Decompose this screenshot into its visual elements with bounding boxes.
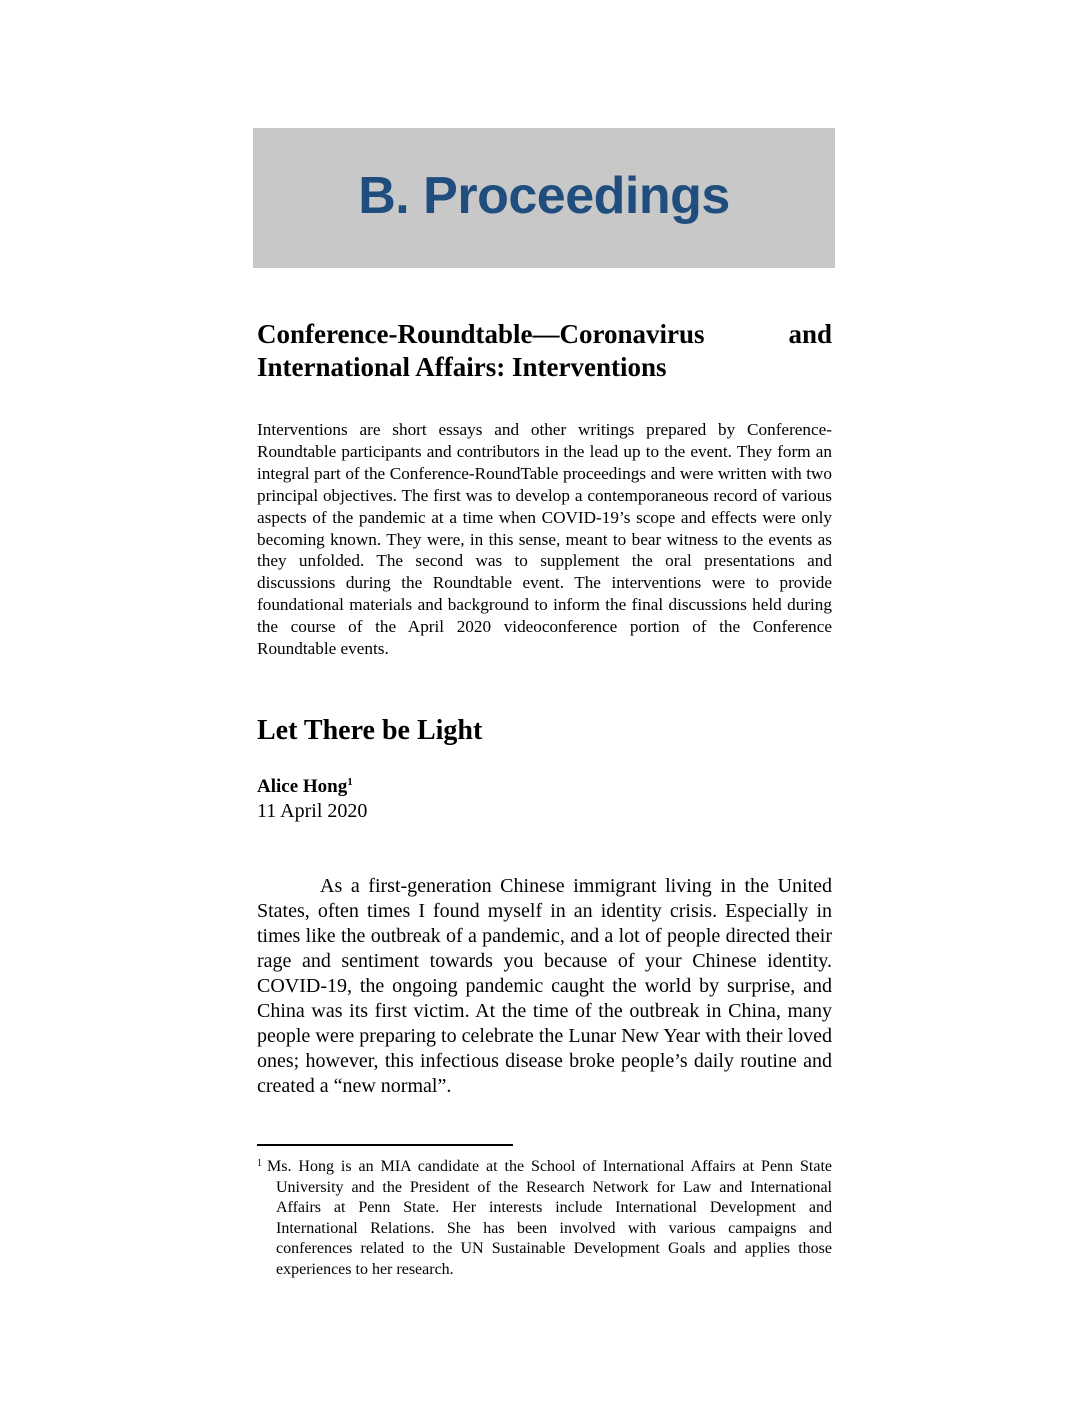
section-heading-line1-right: and: [788, 319, 832, 349]
article-date: 11 April 2020: [257, 800, 368, 822]
author-name: Alice Hong: [257, 776, 348, 797]
section-heading: [257, 318, 832, 384]
section-heading-line1-left: Conference-Roundtable—Coronavirus: [257, 319, 705, 349]
section-heading-line2: International Affairs: Interventions: [257, 352, 667, 382]
footnote-separator: [257, 1144, 513, 1146]
footnote: [257, 1157, 832, 1280]
section-heading-line1: [257, 318, 832, 351]
article-body-paragraph: As a first-generation Chinese immigrant living in the United States, often times I found myself in an identity crisis. Especially in times like the outbreak of a pandemic, and a lot of people directed their rage and sentiment towards you because of your Chinese identity. COVID-19, the ongoing pandemic caught the world by surprise, and China was its first victim. At the time of the outbreak in China, many people were preparing to celebrate the Lunar New Year with their loved ones; however, this infectious disease broke people’s daily routine and created a “new normal”.: [257, 875, 832, 1097]
section-banner: [253, 128, 835, 268]
banner-title: B. Proceedings: [358, 167, 730, 225]
article-title: Let There be Light: [257, 715, 483, 746]
intro-paragraph: Interventions are short essays and other writings prepared by Conference-Roundtable participants and contributors in the lead up to the event. They form an integral part of the Conference-RoundTable proceedings and were written with two principal objectives. The first was to develop a contemporaneous record of various aspects of the pandemic at a time when COVID-19’s scope and effects were only becoming known. They were, in this sense, meant to bear witness to the events as they unfolded. The second was to supplement the oral presentations and discussions during the Roundtable event. The interventions were to provide foundational materials and background to inform the final discussions held during the course of the April 2020 videoconference portion of the Conference Roundtable events.: [257, 420, 832, 659]
footnote-reference[interactable]: 1: [347, 776, 353, 788]
article-author: [257, 775, 353, 798]
footnote-number: 1: [257, 1158, 262, 1169]
footnote-text: Ms. Hong is an MIA candidate at the School of International Affairs at Penn State University and the President of the Research Network for Law and International Affairs at Penn State. Her interests include International Development and International Relations. She has been involved with various campaigns and conferences related to the UN Sustainable Development Goals and applies those experiences to her research.: [267, 1158, 832, 1278]
